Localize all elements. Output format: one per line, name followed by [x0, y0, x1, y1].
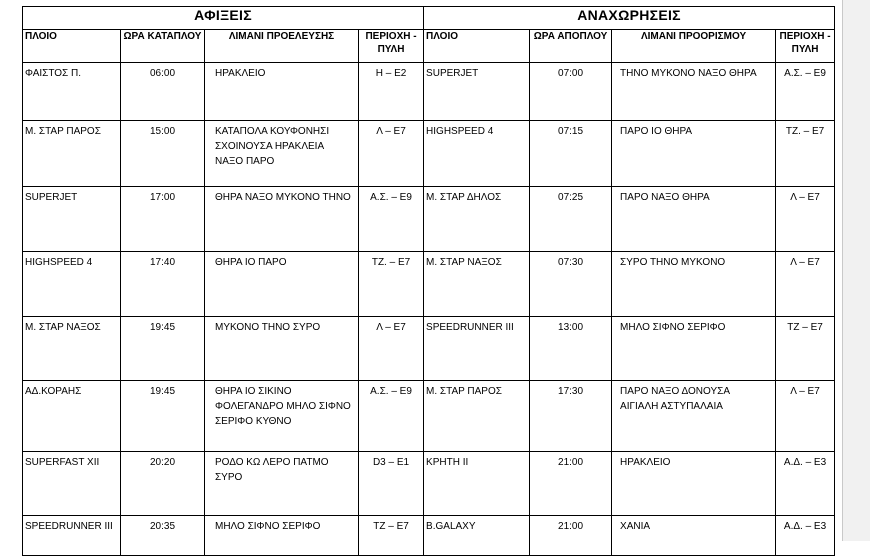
arrival-ship: SUPERFAST XII [23, 452, 121, 516]
departure-destination-port [612, 516, 776, 556]
arrival-time: 20:20 [121, 452, 205, 516]
departure-gate: ΤΖ. – Ε7 [776, 121, 835, 187]
arrival-origin-port-line: ΘΗΡΑ ΙΟ ΠΑΡΟ [215, 257, 287, 268]
arrival-origin-port-line: ΣΕΡΙΦΟ ΚΥΘΝΟ [215, 416, 292, 427]
departure-gate: Λ – Ε7 [776, 252, 835, 317]
arrival-time: 17:00 [121, 187, 205, 252]
departure-ship: Μ. ΣΤΑΡ ΔΗΛΟΣ [424, 187, 530, 252]
arrival-origin-port [205, 187, 359, 252]
arrivals-gate-header: ΠΕΡΙΟΧΗ - ΠΥΛΗ [359, 30, 424, 63]
arrival-origin-port-line: ΚΑΤΑΠΟΛΑ ΚΟΥΦΟΝΗΣΙ [215, 126, 330, 137]
departure-gate: Α.Δ. – Ε3 [776, 452, 835, 516]
arrivals-ship-header: ΠΛΟΙΟ [23, 30, 121, 63]
arrival-time: 20:35 [121, 516, 205, 556]
departure-time: 17:30 [530, 381, 612, 452]
arrival-ship: ΑΔ.ΚΟΡΑΗΣ [23, 381, 121, 452]
departure-ship: Μ. ΣΤΑΡ ΠΑΡΟΣ [424, 381, 530, 452]
arrival-gate: Λ – Ε7 [359, 317, 424, 381]
table-row [23, 381, 835, 452]
departure-ship: SUPERJET [424, 63, 530, 121]
departure-destination-port [612, 63, 776, 121]
departure-time: 07:00 [530, 63, 612, 121]
arrival-origin-port-line: ΘΗΡΑ ΙΟ ΣΙΚΙΝΟ [215, 386, 292, 397]
arrival-ship: HIGHSPEED 4 [23, 252, 121, 317]
arrival-gate: Η – Ε2 [359, 63, 424, 121]
arrival-ship: SPEEDRUNNER III [23, 516, 121, 556]
arrival-origin-port-line: ΣΧΟΙΝΟΥΣΑ ΗΡΑΚΛΕΙΑ [215, 141, 325, 152]
arrival-time: 15:00 [121, 121, 205, 187]
arrival-origin-port-line: ΦΟΛΕΓΑΝΔΡΟ ΜΗΛΟ ΣΙΦΝΟ [215, 401, 351, 412]
departure-destination-port [612, 252, 776, 317]
arrival-ship: Μ. ΣΤΑΡ ΠΑΡΟΣ [23, 121, 121, 187]
departure-destination-port-line: ΠΑΡΟ ΙΟ ΘΗΡΑ [620, 126, 693, 137]
departure-destination-port-line: ΧΑΝΙΑ [620, 521, 651, 532]
arrival-origin-port [205, 63, 359, 121]
arrival-origin-port [205, 121, 359, 187]
departure-destination-port-line: ΣΥΡΟ ΤΗΝΟ ΜΥΚΟΝΟ [620, 257, 726, 268]
departure-destination-port [612, 187, 776, 252]
departures-title: ΑΝΑΧΩΡΗΣΕΙΣ [424, 7, 835, 30]
arrival-ship: Μ. ΣΤΑΡ ΝΑΞΟΣ [23, 317, 121, 381]
table-row [23, 317, 835, 381]
departure-ship: B.GALAXY [424, 516, 530, 556]
departures-gate-header: ΠΕΡΙΟΧΗ - ΠΥΛΗ [776, 30, 835, 63]
departure-ship: ΚΡΗΤΗ ΙΙ [424, 452, 530, 516]
table-row [23, 187, 835, 252]
departures-ship-header: ΠΛΟΙΟ [424, 30, 530, 63]
arrivals-time-header: ΩΡΑ ΚΑΤΑΠΛΟΥ [121, 30, 205, 63]
departure-time: 21:00 [530, 452, 612, 516]
arrival-gate: ΤΖ – Ε7 [359, 516, 424, 556]
departure-destination-port-line: ΜΗΛΟ ΣΙΦΝΟ ΣΕΡΙΦΟ [620, 322, 726, 333]
departure-destination-port-line: ΗΡΑΚΛΕΙΟ [620, 457, 671, 468]
departure-destination-port [612, 381, 776, 452]
arrival-origin-port-line: ΜΗΛΟ ΣΙΦΝΟ ΣΕΡΙΦΟ [215, 521, 321, 532]
departure-destination-port [612, 452, 776, 516]
arrival-origin-port-line: ΝΑΞΟ ΠΑΡΟ [215, 156, 275, 167]
arrival-ship: SUPERJET [23, 187, 121, 252]
arrival-gate: Α.Σ. – Ε9 [359, 381, 424, 452]
departure-ship: SPEEDRUNNER III [424, 317, 530, 381]
column-header-row [23, 30, 835, 63]
arrivals-port-header: ΛΙΜΑΝΙ ΠΡΟΕΛΕΥΣΗΣ [205, 30, 359, 63]
departure-gate: ΤΖ – Ε7 [776, 317, 835, 381]
table-row [23, 516, 835, 556]
arrival-ship: ΦΑΙΣΤΟΣ Π. [23, 63, 121, 121]
arrival-origin-port-line: ΘΗΡΑ ΝΑΞΟ ΜΥΚΟΝΟ ΤΗΝΟ [215, 192, 351, 203]
page-edge [842, 0, 870, 541]
arrival-origin-port [205, 381, 359, 452]
departure-time: 21:00 [530, 516, 612, 556]
ferry-schedule-table [22, 6, 835, 556]
arrival-origin-port [205, 516, 359, 556]
departure-gate: Α.Σ. – Ε9 [776, 63, 835, 121]
departure-time: 07:25 [530, 187, 612, 252]
table-row [23, 121, 835, 187]
departure-destination-port-line: ΤΗΝΟ ΜΥΚΟΝΟ ΝΑΞΟ ΘΗΡΑ [620, 68, 757, 79]
departures-time-header: ΩΡΑ ΑΠΟΠΛΟΥ [530, 30, 612, 63]
arrival-gate: ΤΖ. – Ε7 [359, 252, 424, 317]
arrivals-title: ΑΦΙΞΕΙΣ [23, 7, 424, 30]
table-row [23, 63, 835, 121]
departure-gate: Α.Δ. – Ε3 [776, 516, 835, 556]
arrival-origin-port-line: ΡΟΔΟ ΚΩ ΛΕΡΟ ΠΑΤΜΟ ΣΥΡΟ [215, 457, 329, 483]
departure-ship: Μ. ΣΤΑΡ ΝΑΞΟΣ [424, 252, 530, 317]
arrival-origin-port [205, 452, 359, 516]
arrival-time: 17:40 [121, 252, 205, 317]
arrival-origin-port [205, 252, 359, 317]
departure-time: 07:30 [530, 252, 612, 317]
departure-destination-port-line: ΑΙΓΙΑΛΗ ΑΣΤΥΠΑΛΑΙΑ [620, 401, 723, 412]
arrival-gate: Λ – Ε7 [359, 121, 424, 187]
departure-time: 13:00 [530, 317, 612, 381]
arrival-gate: Α.Σ. – Ε9 [359, 187, 424, 252]
departure-ship: HIGHSPEED 4 [424, 121, 530, 187]
departure-destination-port [612, 317, 776, 381]
arrival-time: 19:45 [121, 381, 205, 452]
arrival-origin-port [205, 317, 359, 381]
table-row [23, 252, 835, 317]
table-row [23, 452, 835, 516]
departure-time: 07:15 [530, 121, 612, 187]
arrival-time: 06:00 [121, 63, 205, 121]
departure-gate: Λ – Ε7 [776, 187, 835, 252]
arrival-origin-port-line: ΗΡΑΚΛΕΙΟ [215, 68, 266, 79]
departure-destination-port-line: ΠΑΡΟ ΝΑΞΟ ΘΗΡΑ [620, 192, 710, 203]
departure-destination-port-line: ΠΑΡΟ ΝΑΞΟ ΔΟΝΟΥΣΑ [620, 386, 731, 397]
section-header-row [23, 7, 835, 30]
departures-port-header: ΛΙΜΑΝΙ ΠΡΟΟΡΙΣΜΟΥ [612, 30, 776, 63]
departure-destination-port [612, 121, 776, 187]
arrival-gate: D3 – E1 [359, 452, 424, 516]
arrival-time: 19:45 [121, 317, 205, 381]
departure-gate: Λ – Ε7 [776, 381, 835, 452]
arrival-origin-port-line: ΜΥΚΟΝΟ ΤΗΝΟ ΣΥΡΟ [215, 322, 321, 333]
schedule-body [23, 63, 835, 556]
